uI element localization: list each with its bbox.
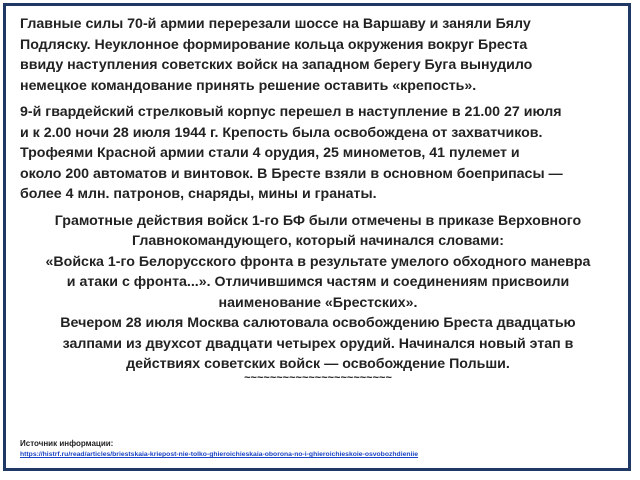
text-line: и к 2.00 ночи 28 июля 1944 г. Крепость была освобождена от захватчиков.: [20, 124, 543, 141]
paragraph-2: [20, 102, 616, 205]
separator: ~~~~~~~~~~~~~~~~~~~~~~~: [244, 371, 392, 384]
text-line: Главнокомандующего, который начинался словами:: [132, 233, 504, 249]
text-line: ввиду наступления советских войск на западном берегу Буга вынудило: [20, 57, 533, 73]
source-block: [20, 439, 418, 458]
text-line: и атаки с фронта...». Отличившимся частям и соединениям присвоили: [66, 274, 570, 290]
text-line: 9-й гвардейский стрелковый корпус перешел в наступление в 21.00 27 июля: [20, 104, 562, 120]
text-line: Трофеями Красной армии стали 4 орудия, 25 минометов, 41 пулемет и: [20, 145, 520, 161]
text-line: Вечером 28 июля Москва салютовала освобождению Бреста двадцатью: [60, 315, 576, 331]
page-frame: [3, 3, 631, 471]
text-line: действиях советских войск — освобождение Польши.: [126, 356, 510, 372]
text-line: Главные силы 70-й армии перерезали шоссе на Варшаву и заняли Бялу: [20, 16, 531, 32]
text-line: «Войска 1-го Белорусского фронта в результате умелого обходного маневра: [45, 253, 591, 270]
text-line: более 4 млн. патронов, снаряды, мины и гранаты.: [20, 186, 377, 202]
paragraph-3: [20, 211, 616, 375]
text-line: немецкое командование принять решение оставить «крепость».: [20, 77, 477, 94]
text-line: наименование «Брестских».: [218, 294, 418, 311]
text-line: Подляску. Неуклонное формирование кольца окружения вокруг Бреста: [20, 36, 528, 53]
text-line: Грамотные действия войск 1-го БФ были отмечены в приказе Верховного: [54, 212, 582, 229]
article-body: [20, 14, 616, 383]
paragraph-1: [20, 14, 616, 96]
text-line: около 200 автоматов и винтовок. В Бресте взяли в основном боеприпасы —: [20, 165, 563, 182]
source-link[interactable]: https://histrf.ru/read/articles/briestskaia-kriepost-nie-tolko-ghieroichieskaia-oborona-no-i-ghieroichieskoie-osvobozhdieniie: [20, 451, 419, 458]
source-label: Источник информации:: [20, 439, 114, 448]
text-line: залпами из двухсот двадцати четырех орудий. Начинался новый этап в: [62, 335, 574, 352]
